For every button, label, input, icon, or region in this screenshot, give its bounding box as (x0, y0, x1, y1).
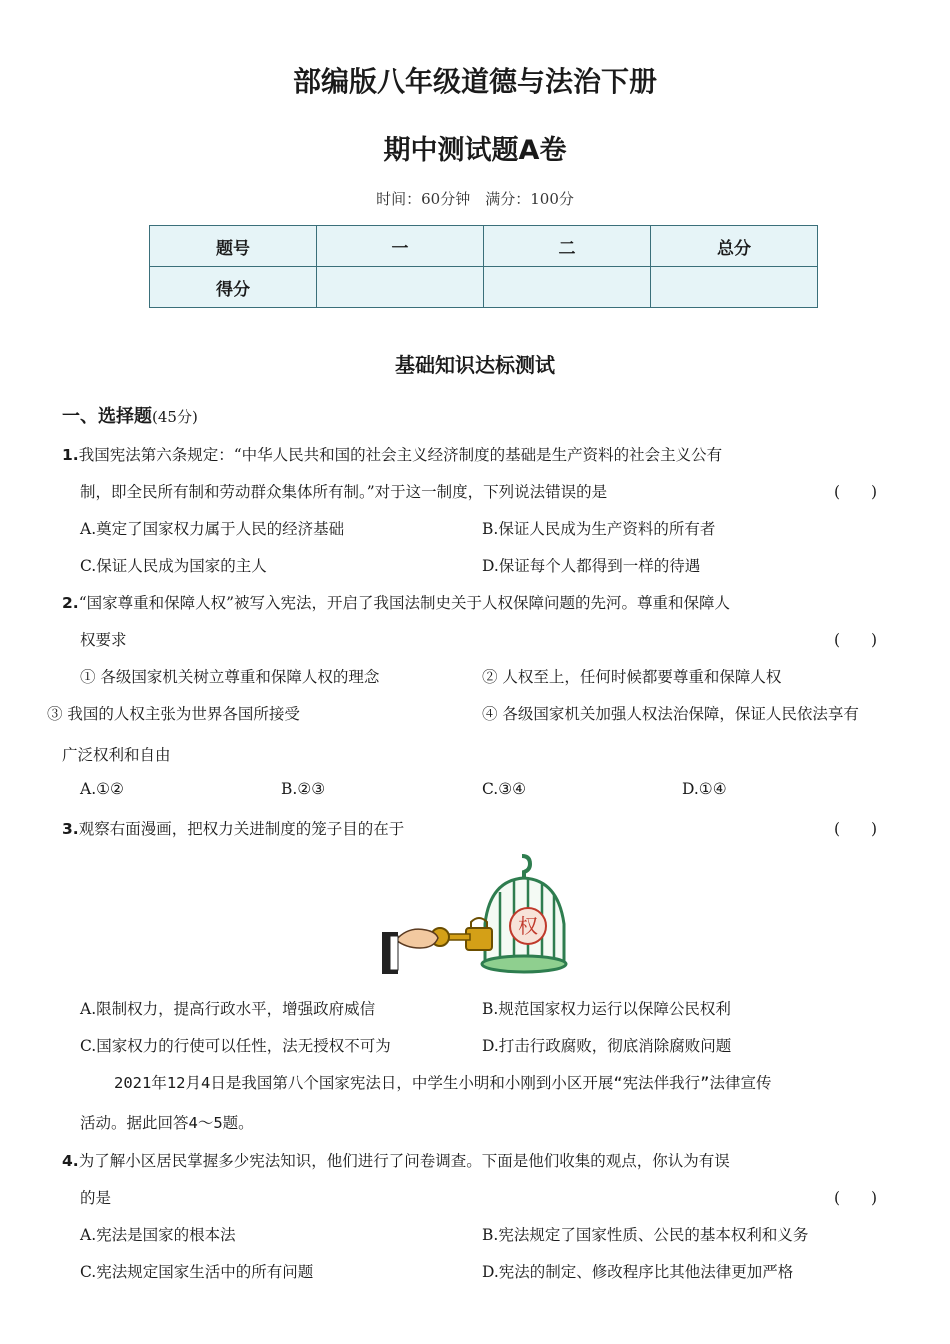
score-cell: 二 (484, 226, 651, 267)
q1-stem-line1 (62, 443, 722, 465)
q4-text1: 为了解小区居民掌握多少宪法知识，他们进行了问卷调查。下面是他们收集的观点，你认为有误 (78, 1152, 730, 1170)
q3-stem-line1 (62, 817, 404, 839)
document-subtitle: 期中测试题A卷 (383, 135, 567, 166)
cage-cartoon-image (382, 852, 588, 976)
score-cell: 题号 (150, 226, 317, 267)
q4-option-a[interactable]: A.宪法是国家的根本法 (80, 1226, 236, 1244)
q4-option-d[interactable]: D.宪法的制定、修改程序比其他法律更加严格 (482, 1263, 794, 1281)
score-cell: 得分 (150, 267, 317, 308)
score-table-row (150, 267, 818, 308)
q3-option-c[interactable]: C.国家权力的行使可以任性，法无授权不可为 (80, 1037, 391, 1055)
q4-option-c[interactable]: C.宪法规定国家生活中的所有问题 (80, 1263, 314, 1281)
section-title: 基础知识达标测试 (395, 353, 555, 377)
q2-number: 2. (62, 594, 79, 612)
q1-number: 1. (62, 446, 79, 464)
q2-option-c[interactable]: C.③④ (482, 780, 527, 798)
q3-text1: 观察右面漫画，把权力关进制度的笼子目的在于 (78, 820, 405, 838)
q3-option-b[interactable]: B.规范国家权力运行以保障公民权利 (482, 1000, 731, 1018)
part-points: (45分) (152, 408, 198, 426)
q3-option-d[interactable]: D.打击行政腐败，彻底消除腐败问题 (482, 1037, 732, 1055)
q2-statement-3: ③ 我国的人权主张为世界各国所接受 (47, 705, 300, 723)
passage-line1: 2021年12月4日是我国第八个国家宪法日，中学生小明和小刚到小区开展“宪法伴我行”法律宣传 (114, 1074, 772, 1092)
q1-option-d[interactable]: D.保证每个人都得到一样的待遇 (482, 557, 701, 575)
q2-option-d[interactable]: D.①④ (682, 780, 727, 798)
q3-number: 3. (62, 820, 79, 838)
q1-option-a[interactable]: A.奠定了国家权力属于人民的经济基础 (80, 520, 345, 538)
q2-stem-line2: 权要求 (80, 631, 127, 649)
q2-option-b[interactable]: B.②③ (281, 780, 326, 798)
q4-number: 4. (62, 1152, 79, 1170)
q2-statement-4-cont: 广泛权利和自由 (62, 746, 171, 764)
q2-statement-1: ① 各级国家机关树立尊重和保障人权的理念 (80, 668, 380, 686)
passage-line2: 活动。据此回答4～5题。 (80, 1114, 254, 1132)
q4-stem-line1 (62, 1149, 730, 1171)
q2-statement-2: ② 人权至上，任何时候都要尊重和保障人权 (482, 668, 782, 686)
q1-answer-paren[interactable]: ( ) (834, 483, 878, 501)
q1-option-b[interactable]: B.保证人民成为生产资料的所有者 (482, 520, 716, 538)
q2-text1: “国家尊重和保障人权”被写入宪法，开启了我国法制史关于人权保障问题的先河。尊重和保障人 (78, 594, 731, 612)
score-table-header-row (150, 226, 818, 267)
hand-icon (396, 929, 438, 948)
q2-stem-line1 (62, 591, 730, 613)
score-input-cell[interactable] (651, 267, 818, 308)
score-table (149, 225, 818, 308)
score-input-cell[interactable] (317, 267, 484, 308)
q4-stem-line2: 的是 (80, 1189, 112, 1207)
q2-option-a[interactable]: A.①② (80, 780, 124, 798)
score-input-cell[interactable] (484, 267, 651, 308)
q1-text1: 我国宪法第六条规定：“中华人民共和国的社会主义经济制度的基础是生产资料的社会主义公有 (78, 446, 723, 464)
part-label: 一、选择题 (62, 406, 152, 427)
q1-stem-line2: 制，即全民所有制和劳动群众集体所有制。”对于这一制度，下列说法错误的是 (80, 483, 608, 501)
q4-option-b[interactable]: B.宪法规定了国家性质、公民的基本权利和义务 (482, 1226, 809, 1244)
document-title: 部编版八年级道德与法治下册 (292, 65, 657, 98)
q2-statement-4: ④ 各级国家机关加强人权法治保障，保证人民依法享有 (482, 705, 859, 723)
cage-base (482, 956, 566, 972)
q4-answer-paren[interactable]: ( ) (834, 1189, 878, 1207)
part-heading (62, 402, 198, 428)
power-character: 权 (518, 914, 538, 938)
q2-answer-paren[interactable]: ( ) (834, 631, 878, 649)
q1-option-c[interactable]: C.保证人民成为国家的主人 (80, 557, 267, 575)
score-cell: 总分 (651, 226, 818, 267)
exam-meta: 时间：60分钟 满分：100分 (376, 190, 574, 208)
q3-option-a[interactable]: A.限制权力，提高行政水平，增强政府威信 (80, 1000, 376, 1018)
score-cell: 一 (317, 226, 484, 267)
q3-answer-paren[interactable]: ( ) (834, 820, 878, 838)
